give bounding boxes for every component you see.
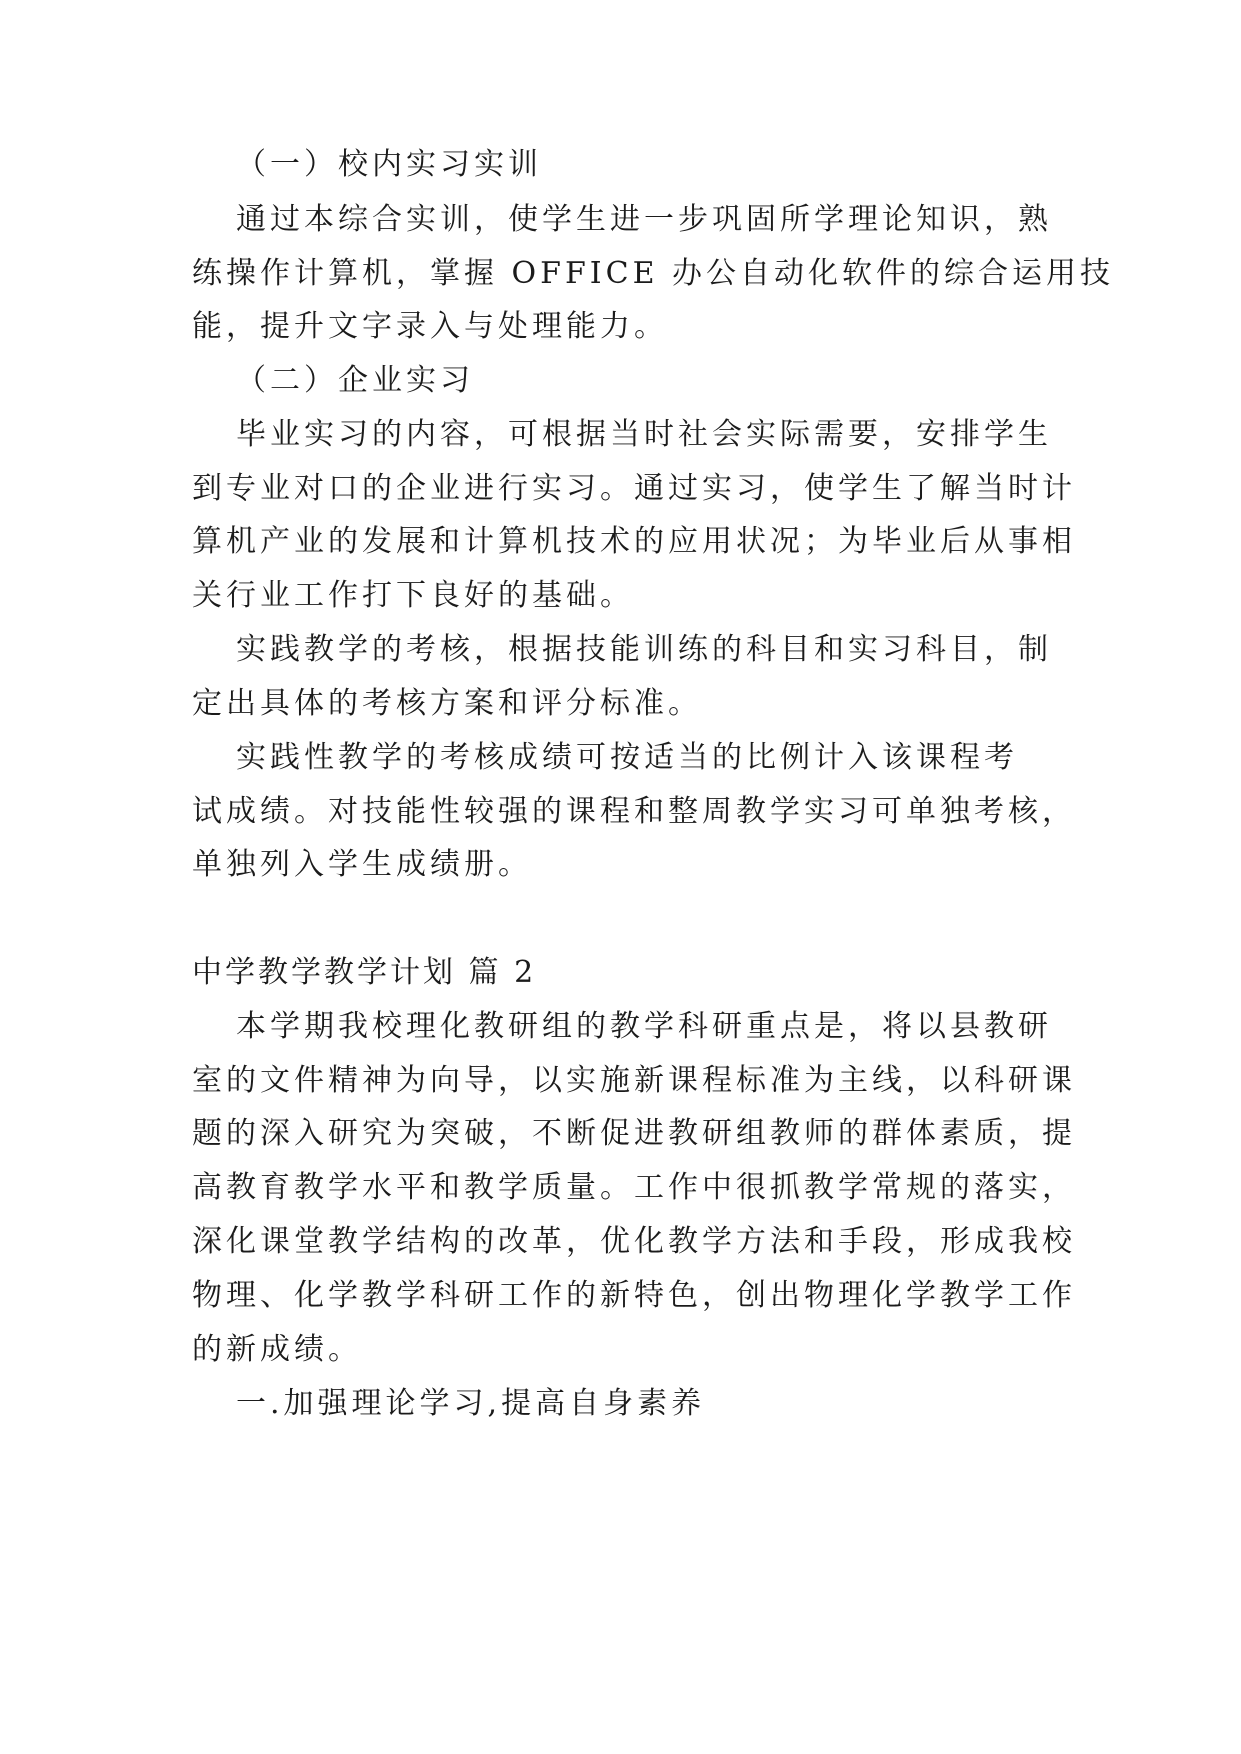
paragraph-line: 的新成绩。 xyxy=(192,1332,362,1367)
paragraph-line: 物理、化学教学科研工作的新特色，创出物理化学教学工作 xyxy=(192,1278,1076,1313)
paragraph-line: 算机产业的发展和计算机技术的应用状况；为毕业后从事相 xyxy=(192,524,1076,559)
paragraph-line: 定出具体的考核方案和评分标准。 xyxy=(192,686,702,721)
paragraph-line: 实践教学的考核，根据技能训练的科目和实习科目，制 xyxy=(236,632,1052,667)
article-title: 中学教学教学计划 篇 2 xyxy=(192,955,537,990)
paragraph-line: 单独列入学生成绩册。 xyxy=(192,847,532,882)
paragraph-line: 题的深入研究为突破，不断促进教研组教师的群体素质，提 xyxy=(192,1116,1076,1151)
paragraph-line: 通过本综合实训，使学生进一步巩固所学理论知识，熟 xyxy=(236,202,1052,237)
paragraph-line: 实践性教学的考核成绩可按适当的比例计入该课程考 xyxy=(236,740,1018,775)
paragraph-line: 本学期我校理化教研组的教学科研重点是，将以县教研 xyxy=(236,1009,1052,1044)
paragraph-line: 关行业工作打下良好的基础。 xyxy=(192,578,634,613)
paragraph-line: 毕业实习的内容，可根据当时社会实际需要，安排学生 xyxy=(236,417,1052,452)
paragraph-line: 高教育教学水平和教学质量。工作中很抓教学常规的落实， xyxy=(192,1170,1076,1205)
section-heading-campus-training: （一）校内实习实训 xyxy=(236,147,542,182)
section-heading-enterprise-internship: （二）企业实习 xyxy=(236,363,474,398)
subheading-theory-study: 一.加强理论学习,提高自身素养 xyxy=(236,1386,706,1421)
paragraph-line: 试成绩。对技能性较强的课程和整周教学实习可单独考核， xyxy=(192,794,1076,829)
paragraph-line: 到专业对口的企业进行实习。通过实习，使学生了解当时计 xyxy=(192,471,1076,506)
paragraph-line: 练操作计算机，掌握 OFFICE 办公自动化软件的综合运用技 xyxy=(192,256,1115,291)
paragraph-line: 能，提升文字录入与处理能力。 xyxy=(192,309,668,344)
paragraph-line: 深化课堂教学结构的改革，优化教学方法和手段，形成我校 xyxy=(192,1224,1076,1259)
paragraph-line: 室的文件精神为向导，以实施新课程标准为主线，以科研课 xyxy=(192,1063,1076,1098)
